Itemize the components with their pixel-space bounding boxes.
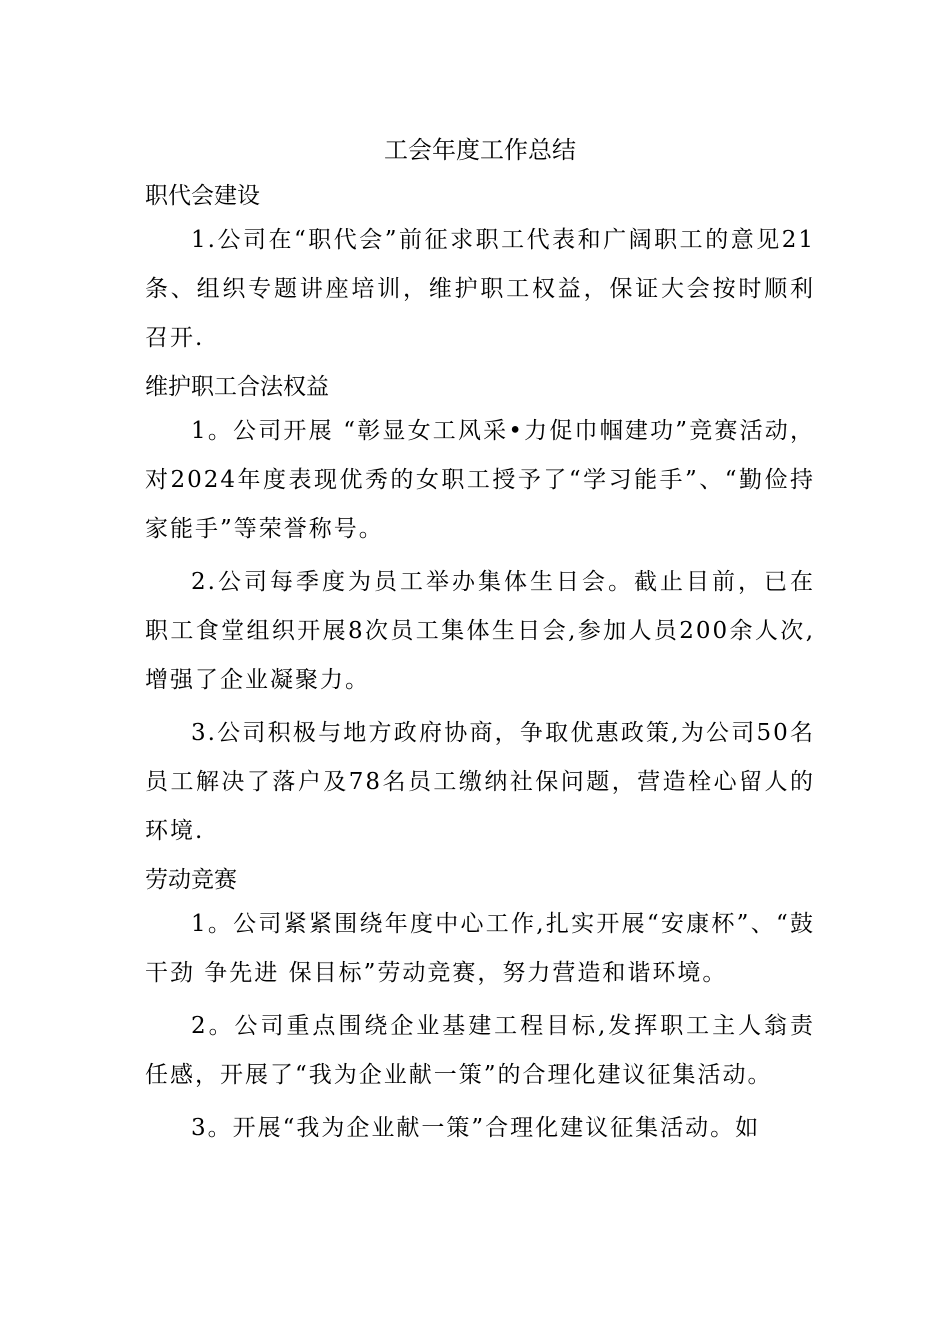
paragraph: 3.公司积极与地方政府协商，争取优惠政策,为公司50名员工解决了落户及78名员工缴纳社保问题，营造栓心留人的环境. xyxy=(145,720,815,844)
document-body xyxy=(145,128,815,1157)
paragraph: 1。公司开展 “彰显女工风采•力促巾帼建功”竞赛活动，对2024年度表现优秀的女职工授予了“学习能手”、“勤俭持家能手”等荣誉称号。 xyxy=(145,418,815,542)
paragraph: 1.公司在“职代会”前征求职工代表和广阔职工的意见21条、组织专题讲座培训，维护职工权益，保证大会按时顺利召开. xyxy=(145,227,815,351)
section-labor-competition xyxy=(145,860,815,1153)
section-heading: 职代会建设 xyxy=(145,183,260,209)
document-title: 工会年度工作总结 xyxy=(384,136,576,164)
paragraph: 2。公司重点围绕企业基建工程目标,发挥职工主人翁责任感，开展了“我为企业献一策”的合理化建议征集活动。 xyxy=(145,1013,815,1088)
section-employee-rights xyxy=(145,367,815,856)
section-employee-congress xyxy=(145,176,815,363)
section-heading: 维护职工合法权益 xyxy=(145,374,329,400)
paragraph: 3。开展“我为企业献一策”合理化建议征集活动。如 xyxy=(191,1115,761,1141)
section-heading: 劳动竞赛 xyxy=(145,867,237,893)
paragraph: 1。公司紧紧围绕年度中心工作,扎实开展“安康杯”、“鼓干劲 争先进 保目标”劳动竞赛，努力营造和谐环境。 xyxy=(145,911,815,986)
paragraph: 2.公司每季度为员工举办集体生日会。截止目前，已在职工食堂组织开展8次员工集体生日会,参加人员200余人次,增强了企业凝聚力。 xyxy=(145,569,815,693)
